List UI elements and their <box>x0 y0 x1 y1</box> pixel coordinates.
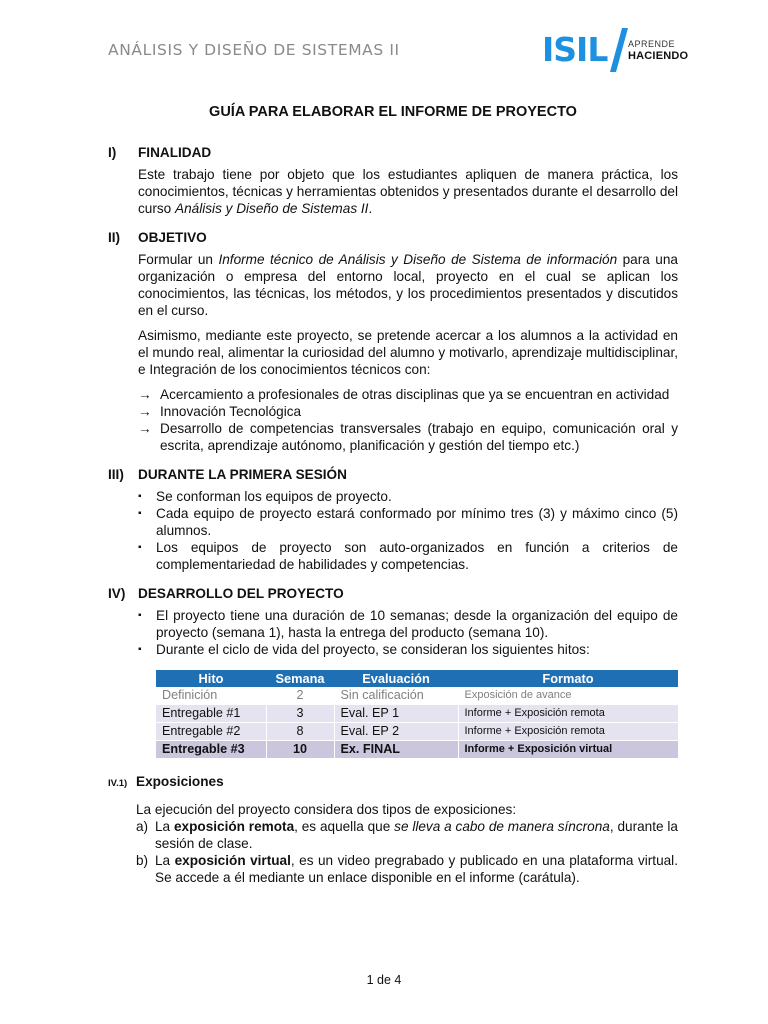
section-number: IV) <box>108 586 126 601</box>
list-item <box>138 505 678 539</box>
course-name: ANÁLISIS Y DISEÑO DE SISTEMAS II <box>108 41 400 59</box>
list-item <box>136 818 678 852</box>
arrow-right-icon: → <box>138 404 152 419</box>
cell-evaluacion: Ex. FINAL <box>334 741 458 759</box>
square-bullet-icon: ▪ <box>138 491 142 502</box>
cell-semana: 3 <box>266 705 334 723</box>
exposiciones-intro: La ejecución del proyecto considera dos tipos de exposiciones: <box>136 802 517 817</box>
list-item <box>138 386 678 403</box>
logo-tagline-2: HACIENDO <box>628 50 689 62</box>
exposiciones-list <box>136 818 678 886</box>
course-title-italic: Análisis y Diseño de Sistemas II <box>175 201 369 216</box>
list-item <box>136 852 678 886</box>
logo-slash-icon <box>610 28 628 72</box>
section-heading <box>108 585 678 602</box>
table-row <box>156 687 678 705</box>
cell-semana: 10 <box>266 741 334 759</box>
desarrollo-list <box>138 607 678 658</box>
subsection-title: Exposiciones <box>136 774 224 789</box>
cell-hito: Entregable #1 <box>156 705 266 723</box>
subsection-heading <box>108 773 678 792</box>
list-item <box>138 488 678 505</box>
section-objetivo <box>108 229 678 454</box>
text-run: Formular un <box>138 252 219 267</box>
list-item-text: Los equipos de proyecto son auto-organizados en función a criterios de complementariedad de habilidades y competencias. <box>156 540 678 572</box>
list-item-text <box>155 852 678 886</box>
list-item <box>138 607 678 641</box>
cell-formato: Informe + Exposición virtual <box>458 741 678 759</box>
document-title: GUÍA PARA ELABORAR EL INFORME DE PROYECTO <box>209 104 577 120</box>
list-marker: a) <box>136 819 149 834</box>
arrow-right-icon: → <box>138 387 152 402</box>
cell-hito: Definición <box>156 687 266 705</box>
cell-semana: 8 <box>266 723 334 741</box>
list-item-text: Innovación Tecnológica <box>160 404 302 419</box>
list-item <box>138 420 678 454</box>
cell-formato: Exposición de avance <box>458 687 678 705</box>
list-item-text: Durante el ciclo de vida del proyecto, se consideran los siguientes hitos: <box>156 642 590 657</box>
text-run: , durante la sesión de clase. <box>155 819 678 851</box>
section-title: OBJETIVO <box>138 230 207 245</box>
finalidad-paragraph <box>138 166 678 217</box>
term-bold: exposición remota <box>173 819 295 834</box>
section-title: DESARROLLO DEL PROYECTO <box>138 586 344 601</box>
list-item-text: El proyecto tiene una duración de 10 semanas; desde la organización del equipo de proyecto (semana 1), hasta la entrega del producto (semana 10). <box>156 608 678 640</box>
list-item-text: Se conforman los equipos de proyecto. <box>156 489 392 504</box>
square-bullet-icon: ▪ <box>138 542 142 553</box>
hitos-table <box>156 670 678 759</box>
square-bullet-icon: ▪ <box>138 508 142 519</box>
section-desarrollo <box>108 585 678 886</box>
objetivo-paragraph-2: Asimismo, mediante este proyecto, se pretende acercar a los alumnos a la actividad en el mundo real, alimentar la curiosidad del alumno y motivarlo, aprendizaje multidisciplinar, e Integración de los conocimientos técnicos con: <box>138 328 678 377</box>
text-run: La <box>155 853 175 868</box>
text-run: Este trabajo tiene por objeto que los estudiantes apliquen de manera práctica, los conocimientos, técnicas y herramientas obtenidos y presentados durante el desarrollo del curso <box>138 167 678 216</box>
column-header-hito: Hito <box>156 670 266 687</box>
text-run: La <box>155 819 174 834</box>
cell-semana: 2 <box>266 687 334 705</box>
cell-formato: Informe + Exposición remota <box>458 705 678 723</box>
section-finalidad <box>108 144 678 217</box>
text-run: para una organización o empresa del entorno local, proyecto en el cual se aplican los conocimientos, las técnicas, los métodos, y los procedimientos presentados y discutidos en el curso. <box>138 252 678 318</box>
list-marker: b) <box>136 853 149 868</box>
column-header-semana: Semana <box>266 670 334 687</box>
document-body <box>108 104 678 898</box>
cell-evaluacion: Eval. EP 1 <box>334 705 458 723</box>
square-bullet-icon: ▪ <box>138 644 142 655</box>
section-title: FINALIDAD <box>138 145 212 160</box>
square-bullet-icon: ▪ <box>138 610 142 621</box>
objetivo-paragraph-1 <box>138 251 678 319</box>
list-item <box>138 403 678 420</box>
table-header-row <box>156 670 678 687</box>
logo-tagline <box>628 38 688 62</box>
report-title-italic: Informe técnico de Análisis y Diseño de Sistema de información <box>218 252 618 267</box>
logo-wordmark: ISIL <box>542 30 608 69</box>
cell-evaluacion: Sin calificación <box>334 687 458 705</box>
table-row <box>156 705 678 723</box>
column-header-formato: Formato <box>458 670 678 687</box>
list-item <box>138 641 678 658</box>
table-row <box>156 723 678 741</box>
isil-logo <box>542 28 689 74</box>
section-number: II) <box>108 230 121 245</box>
list-item <box>138 539 678 573</box>
text-run: , es aquella que <box>294 819 395 834</box>
section-number: I) <box>108 145 117 160</box>
arrow-right-icon: → <box>138 421 152 436</box>
page-number: 1 de 4 <box>366 973 402 987</box>
table-row <box>156 741 678 759</box>
hitos-table-wrapper <box>156 670 678 759</box>
objetivo-list <box>138 386 678 454</box>
section-primera-sesion <box>108 466 678 573</box>
list-item-text: Desarrollo de competencias transversales (trabajo en equipo, comunicación oral y escrita, aprendizaje autónomo, planificación y gestión del tiempo etc.) <box>160 421 678 453</box>
cell-evaluacion: Eval. EP 2 <box>334 723 458 741</box>
list-item-text: Acercamiento a profesionales de otras disciplinas que ya se encuentran en actividad <box>160 387 670 402</box>
list-item-text <box>155 818 678 852</box>
primera-sesion-list <box>138 488 678 573</box>
cell-hito: Entregable #3 <box>156 741 266 759</box>
section-heading <box>108 466 678 483</box>
logo-tagline-1: APRENDE <box>628 39 676 49</box>
text-run: , es un video pregrabado y publicado en una plataforma virtual. Se accede a él mediante un enlace disponible en el informe (carátula). <box>155 853 678 885</box>
subsection-number: IV.1) <box>108 778 128 789</box>
list-item-text: Cada equipo de proyecto estará conformado por mínimo tres (3) y máximo cinco (5) alumnos. <box>156 506 678 538</box>
section-heading <box>108 229 678 246</box>
cell-formato: Informe + Exposición remota <box>458 723 678 741</box>
phrase-italic: se lleva a cabo de manera síncrona <box>394 819 610 834</box>
column-header-evaluacion: Evaluación <box>334 670 458 687</box>
section-heading <box>108 144 678 161</box>
text-run: . <box>368 201 373 216</box>
cell-hito: Entregable #2 <box>156 723 266 741</box>
term-bold: exposición virtual <box>174 853 291 868</box>
section-title: DURANTE LA PRIMERA SESIÓN <box>138 467 347 482</box>
section-number: III) <box>108 467 124 482</box>
